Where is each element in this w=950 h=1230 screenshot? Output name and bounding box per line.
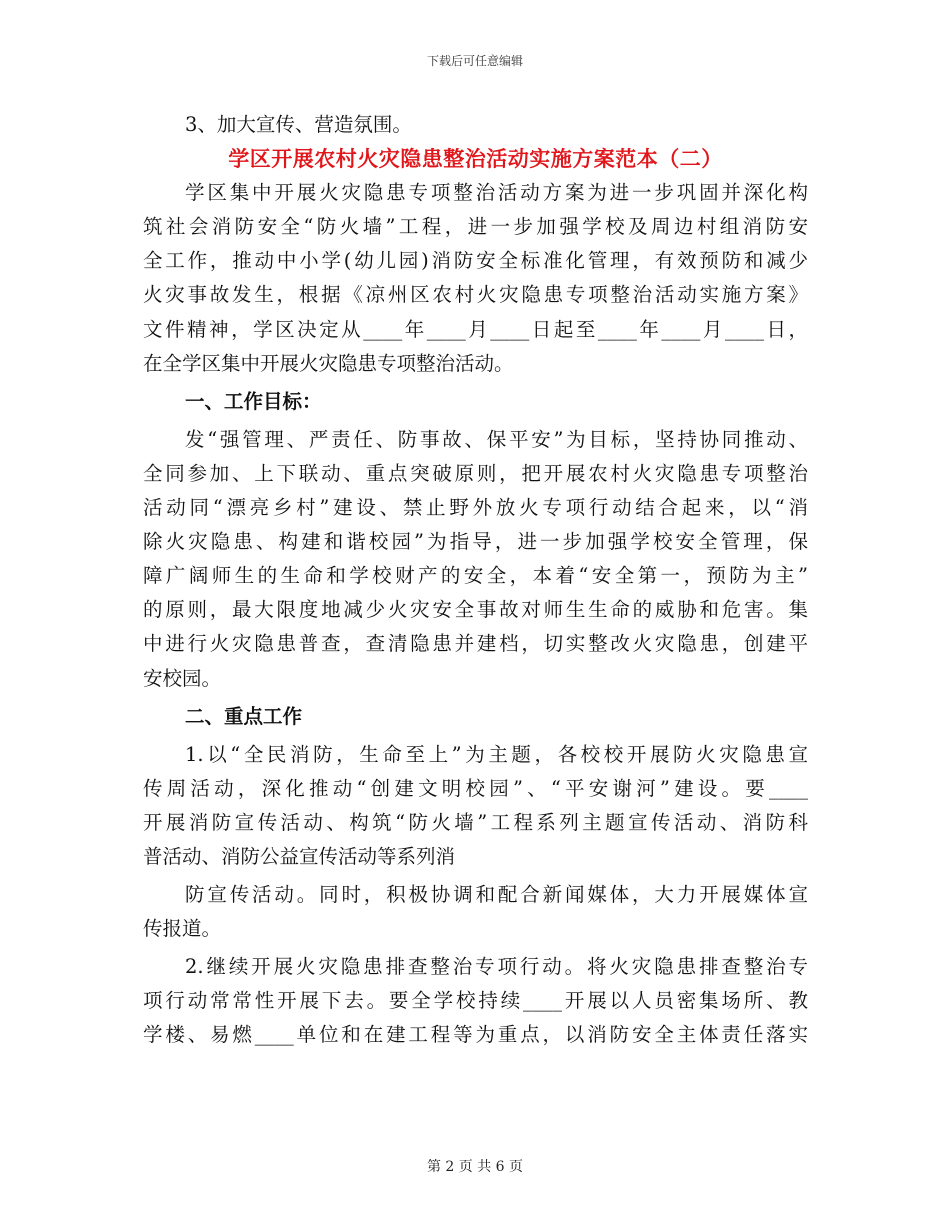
- section-1-heading: 一、工作目标：: [185, 389, 322, 413]
- paragraph-line: 文件精神，学区决定从____年____月____日起至____年____月____日，: [143, 317, 808, 341]
- paragraph-line: 全工作，推动中小学(幼儿园)消防安全标准化管理，有效预防和减少: [143, 249, 808, 273]
- point-1-continuation-paragraph: [143, 878, 808, 946]
- intro-paragraph: [143, 176, 808, 381]
- paragraph-line: 项行动常常性开展下去。要全学校持续____开展以人员密集场所、教: [143, 989, 808, 1013]
- paragraph-line: 安校园。: [143, 666, 222, 690]
- paragraph-line: 障广阔师生的生命和学校财产的安全，本着“安全第一，预防为主”: [143, 564, 808, 588]
- paragraph-line: 筑社会消防安全“防火墙”工程，进一步加强学校及周边村组消防安: [143, 215, 808, 239]
- paragraph-line: 在全学区集中开展火灾隐患专项整治活动。: [143, 351, 514, 375]
- paragraph-line: 传周活动，深化推动“创建文明校园”、“平安谢河”建设。要____: [143, 776, 808, 800]
- paragraph-line: 中进行火灾隐患普查，查清隐患并建档，切实整改火灾隐患，创建平: [143, 632, 808, 656]
- point-2-paragraph: [143, 950, 808, 1052]
- page-header: 下载后可任意编辑: [426, 54, 523, 68]
- paragraph-line: 的原则，最大限度地减少火灾安全事故对师生生命的威胁和危害。集: [143, 598, 808, 622]
- document-title: 学区开展农村火灾隐患整治活动实施方案范本（二）: [228, 146, 723, 172]
- paragraph-line: 火灾事故发生，根据《凉州区农村火灾隐患专项整治活动实施方案》: [143, 283, 808, 307]
- section-1-paragraph: [143, 423, 808, 696]
- paragraph-line: 除火灾隐患、构建和谐校园”为指导，进一步加强学校安全管理，保: [143, 530, 808, 554]
- paragraph-line: 发“强管理、严责任、防事故、保平安”为目标，坚持协同推动、: [185, 427, 808, 451]
- page-footer: 第 2 页 共 6 页: [426, 1159, 524, 1175]
- paragraph-line: 普活动、消防公益宣传活动等系列消: [143, 844, 456, 868]
- item-3-line: 3、加大宣传、营造氛围。: [185, 113, 412, 136]
- paragraph-line: 开展消防宣传活动、构筑“防火墙”工程系列主题宣传活动、消防科: [143, 810, 808, 834]
- paragraph-line: 全同参加、上下联动、重点突破原则，把开展农村火灾隐患专项整治: [143, 461, 808, 485]
- paragraph-line: 学区集中开展火灾隐患专项整治活动方案为进一步巩固并深化构: [185, 181, 808, 205]
- paragraph-line: 防宣传活动。同时，积极协调和配合新闻媒体，大力开展媒体宣: [185, 883, 808, 907]
- paragraph-line: 1.以“全民消防，生命至上”为主题，各校校开展防火灾隐患宣: [185, 742, 808, 766]
- document-body: [143, 108, 808, 1053]
- point-1-paragraph: [143, 738, 808, 874]
- section-2-heading: 二、重点工作: [185, 704, 303, 728]
- paragraph-line: 2.继续开展火灾隐患排查整治专项行动。将火灾隐患排查整治专: [185, 955, 808, 979]
- paragraph-line: 活动同“漂亮乡村”建设、禁止野外放火专项行动结合起来，以“消: [143, 496, 808, 520]
- paragraph-line: 学楼、易燃____单位和在建工程等为重点，以消防安全主体责任落实: [143, 1023, 808, 1047]
- paragraph-line: 传报道。: [143, 917, 222, 941]
